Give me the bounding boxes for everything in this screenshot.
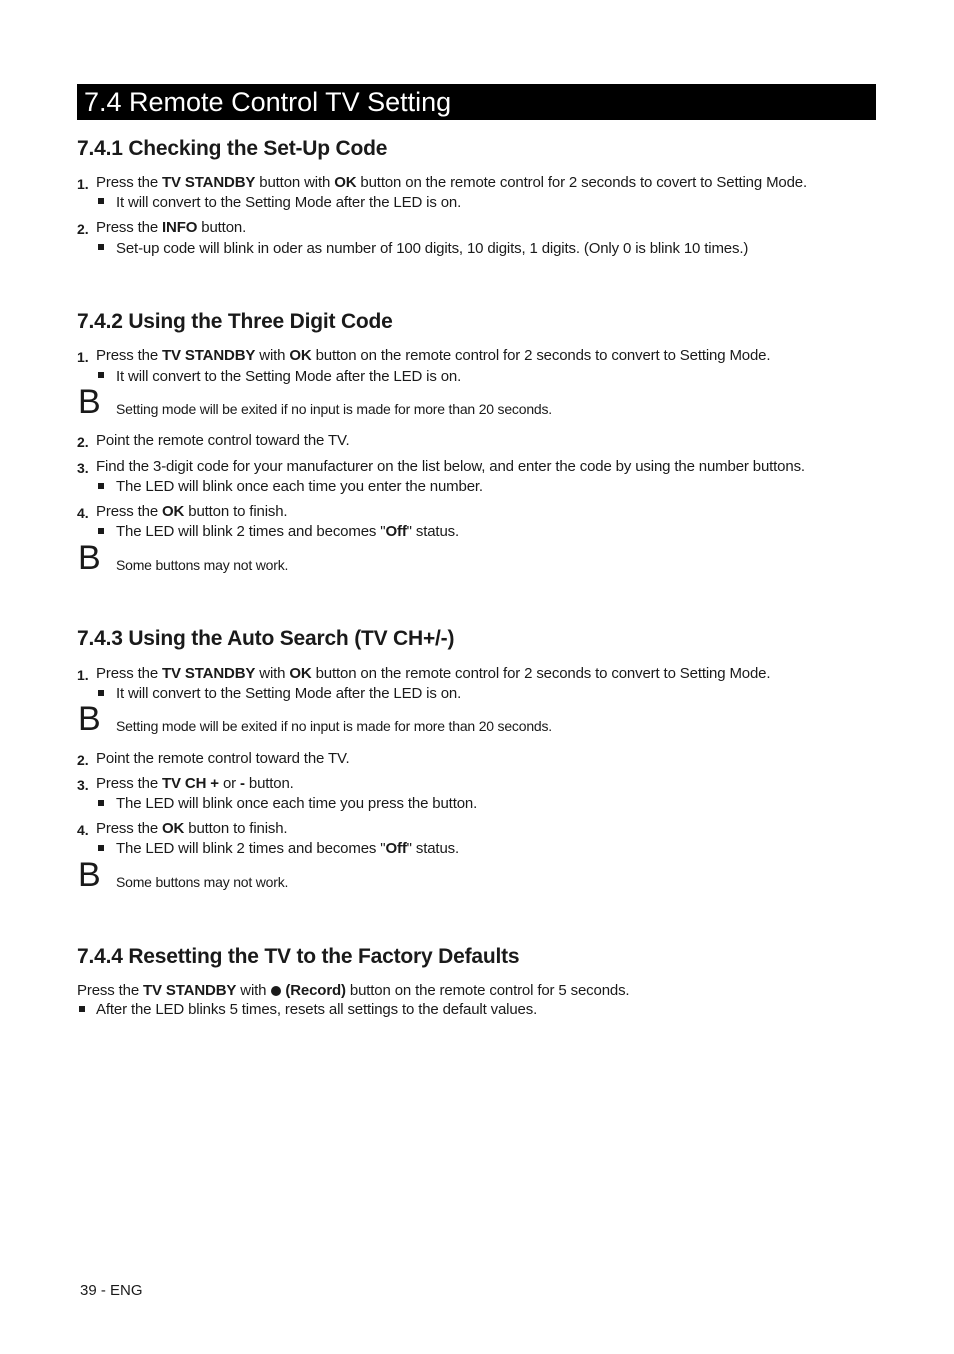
bullet-square-icon (98, 483, 104, 489)
step-number: 2. (77, 221, 89, 237)
step-number: 2. (77, 752, 89, 768)
step-text: Point the remote control toward the TV. (96, 432, 350, 449)
bullet-square-icon (98, 198, 104, 204)
step-text: Press the TV CH + or - button. (96, 775, 294, 792)
step-text: Press the TV STANDBY with OK button on the remote control for 2 seconds to convert to Setting Mode. (96, 665, 771, 682)
step-text: Point the remote control toward the TV. (96, 750, 350, 767)
step-text: Press the INFO button. (96, 219, 247, 236)
bullet-square-icon (98, 800, 104, 806)
heading-7-4-3: 7.4.3 Using the Auto Search (TV CH+/-) (77, 627, 455, 650)
step-text: Find the 3-digit code for your manufacturer on the list below, and enter the code by using the number buttons. (96, 458, 805, 475)
bullet-square-icon (98, 845, 104, 851)
bullet-square-icon (98, 690, 104, 696)
bullet-text: It will convert to the Setting Mode after the LED is on. (116, 685, 462, 702)
note-icon: B (78, 700, 101, 738)
note-text: Setting mode will be exited if no input is made for more than 20 seconds. (116, 401, 552, 417)
heading-7-4-4: 7.4.4 Resetting the TV to the Factory Defaults (77, 945, 520, 968)
note-text: Setting mode will be exited if no input is made for more than 20 seconds. (116, 718, 552, 734)
note-icon: B (78, 383, 101, 421)
step-text: Press the OK button to finish. (96, 503, 288, 520)
step-text: Press the OK button to finish. (96, 820, 288, 837)
bullet-text: The LED will blink once each time you enter the number. (116, 478, 483, 495)
record-dot-icon (271, 986, 281, 996)
bullet-square-icon (98, 372, 104, 378)
section-title: 7.4 Remote Control TV Setting (84, 87, 452, 117)
bullet-text: The LED will blink once each time you press the button. (116, 795, 478, 812)
step-number: 3. (77, 460, 89, 476)
step-number: 2. (77, 434, 89, 450)
step-number: 1. (77, 176, 89, 192)
page-number: 39 - ENG (80, 1282, 143, 1299)
note-text: Some buttons may not work. (116, 874, 289, 890)
bullet-text: The LED will blink 2 times and becomes "Off" status. (116, 840, 460, 857)
step-number: 4. (77, 505, 89, 521)
section-title-banner (77, 84, 876, 120)
bullet-text: Set-up code will blink in oder as number of 100 digits, 10 digits, 1 digits. (Only 0 is blink 10 times.) (116, 240, 749, 257)
step-text: Press the TV STANDBY with OK button on the remote control for 2 seconds to convert to Setting Mode. (96, 347, 771, 364)
bullet-square-icon (98, 244, 104, 250)
note-text: Some buttons may not work. (116, 557, 289, 573)
heading-7-4-2: 7.4.2 Using the Three Digit Code (77, 310, 393, 333)
bullet-square-icon (98, 528, 104, 534)
note-icon: B (78, 856, 101, 894)
bullet-text: It will convert to the Setting Mode after the LED is on. (116, 368, 462, 385)
step-number: 1. (77, 349, 89, 365)
step-number: 1. (77, 667, 89, 683)
bullet-text: It will convert to the Setting Mode after the LED is on. (116, 194, 462, 211)
note-icon: B (78, 539, 101, 577)
paragraph-text: Press the TV STANDBY with (Record) button on the remote control for 5 seconds. (77, 982, 630, 999)
step-number: 3. (77, 777, 89, 793)
bullet-text: After the LED blinks 5 times, resets all settings to the default values. (96, 1001, 538, 1018)
step-text: Press the TV STANDBY button with OK button on the remote control for 2 seconds to covert to Setting Mode. (96, 174, 808, 191)
step-number: 4. (77, 822, 89, 838)
heading-7-4-1: 7.4.1 Checking the Set-Up Code (77, 137, 388, 160)
bullet-square-icon (79, 1006, 85, 1012)
bullet-text: The LED will blink 2 times and becomes "Off" status. (116, 523, 460, 540)
